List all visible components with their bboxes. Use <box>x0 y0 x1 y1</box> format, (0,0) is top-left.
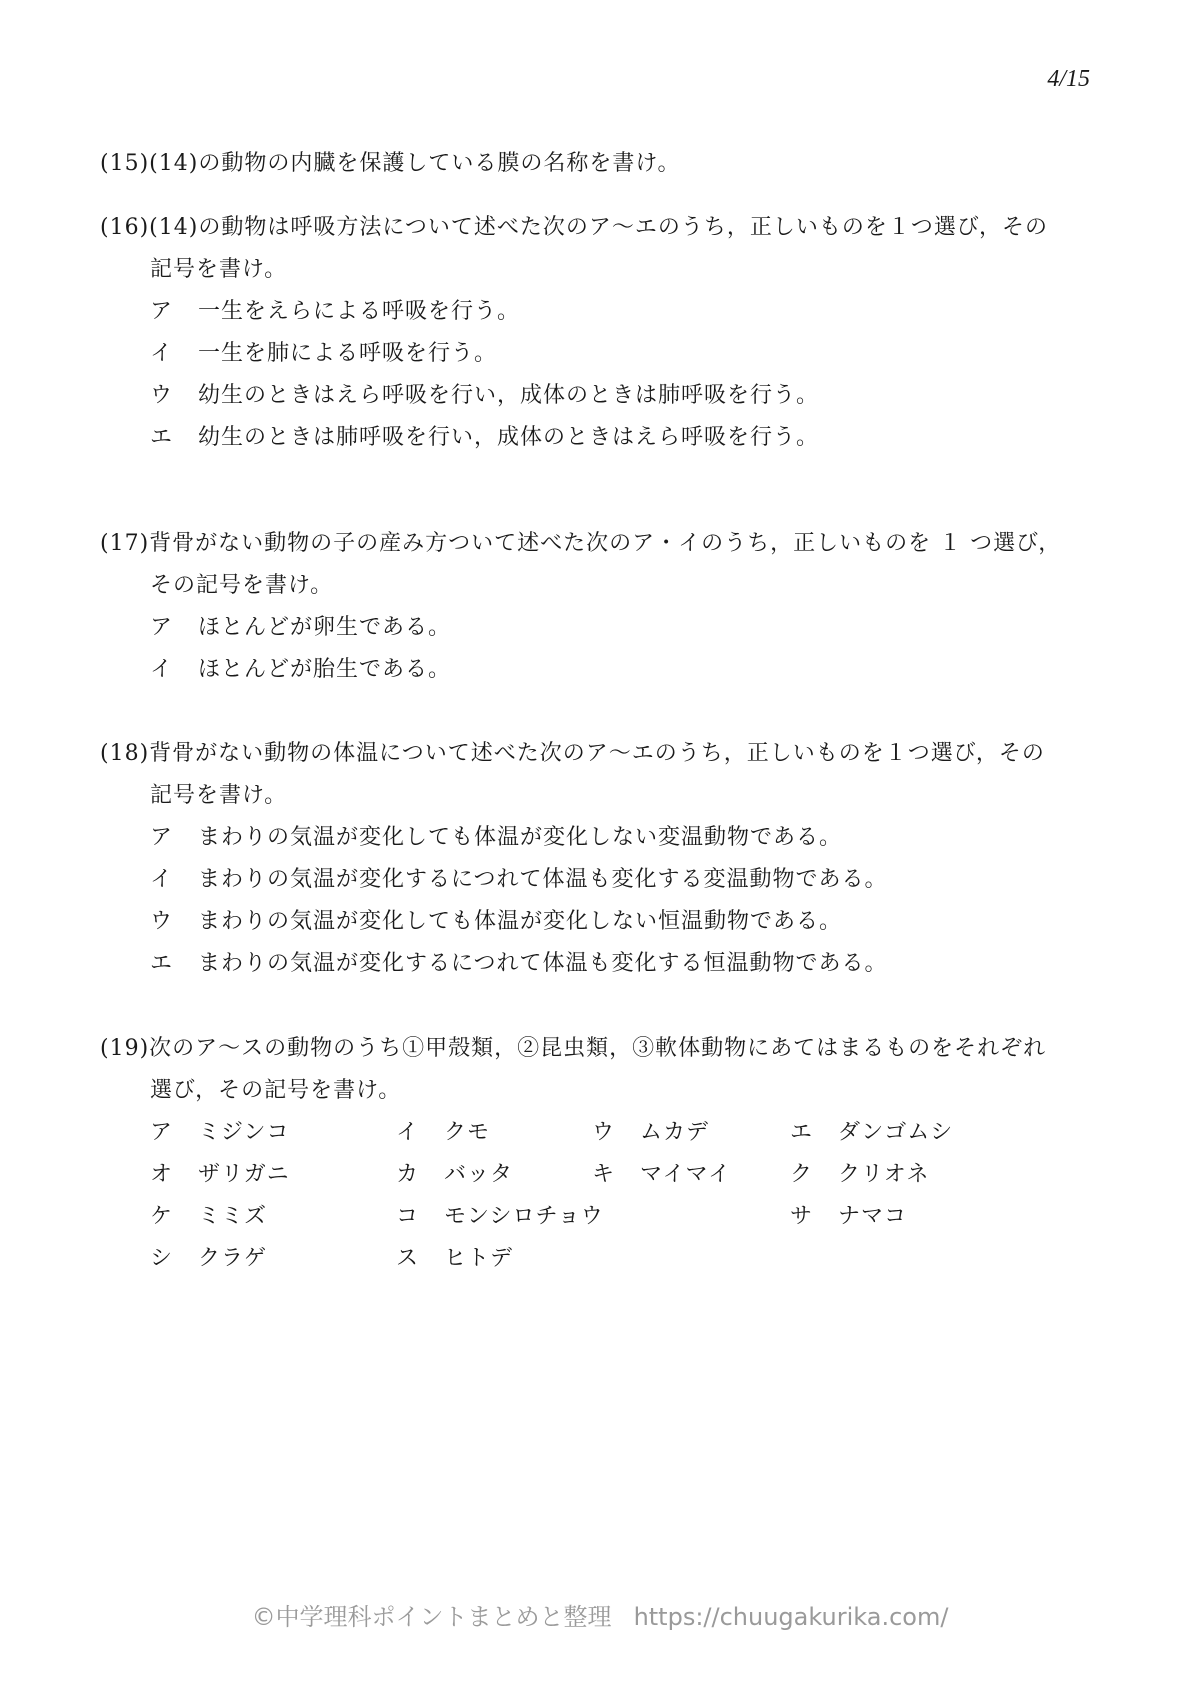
question-number: (17) <box>100 531 150 556</box>
choice-letter: キ <box>592 1162 616 1187</box>
animal-item <box>150 1196 267 1238</box>
choice-letter: ウ <box>592 1120 616 1145</box>
choice-text: まわりの気温が変化しても体温が変化しない恒温動物である。 <box>198 909 843 934</box>
choice-letter: イ <box>150 341 174 366</box>
animal-name: ザリガニ <box>198 1162 290 1187</box>
choice-e <box>100 417 1120 459</box>
choice-letter: シ <box>150 1246 174 1271</box>
choice-text: 一生を肺による呼吸を行う。 <box>198 341 498 366</box>
question-18-line-1 <box>100 733 1120 775</box>
animal-item <box>150 1238 267 1280</box>
animal-item <box>592 1154 731 1196</box>
choice-letter: オ <box>150 1162 174 1187</box>
animal-name: ミミズ <box>198 1204 268 1229</box>
choice-text: 幼生のときはえら呼吸を行い，成体のときは肺呼吸を行う。 <box>198 383 820 408</box>
choice-letter: ア <box>150 1120 174 1145</box>
question-19-line-1 <box>100 1028 1120 1070</box>
choice-letter: ウ <box>150 909 174 934</box>
question-17 <box>100 523 1120 691</box>
choice-i <box>100 859 1120 901</box>
choice-u <box>100 375 1120 417</box>
copyright-text: ©中学理科ポイントまとめと整理 <box>251 1603 612 1631</box>
choice-text: まわりの気温が変化しても体温が変化しない変温動物である。 <box>198 825 843 850</box>
choice-letter: エ <box>790 1120 814 1145</box>
animal-name: ナマコ <box>838 1204 908 1229</box>
animal-item <box>790 1196 907 1238</box>
choice-u <box>100 901 1120 943</box>
animal-name: ミジンコ <box>198 1120 290 1145</box>
animal-item <box>396 1238 513 1280</box>
choice-letter: ケ <box>150 1204 174 1229</box>
animal-name: ムカデ <box>640 1120 710 1145</box>
question-text: (14)の動物の内臓を保護している膜の名称を書け。 <box>149 151 681 176</box>
question-text: 次のア〜スの動物のうち①甲殻類，②昆虫類，③軟体動物にあてはまるものをそれぞれ <box>149 1036 1047 1061</box>
choice-text: ほとんどが卵生である。 <box>198 615 452 640</box>
choice-text: ほとんどが胎生である。 <box>198 657 452 682</box>
question-15 <box>100 143 1120 185</box>
animal-name: ダンゴムシ <box>838 1120 954 1145</box>
animal-item <box>396 1112 490 1154</box>
animal-item <box>150 1112 289 1154</box>
question-19 <box>100 1028 1120 1280</box>
animal-item <box>150 1154 290 1196</box>
choice-letter: ア <box>150 825 174 850</box>
choice-letter: エ <box>150 951 174 976</box>
question-19-line-2: 選び，その記号を書け。 <box>150 1078 402 1103</box>
question-text: 背骨がない動物の体温について述べた次のア〜エのうち，正しいものを１つ選び，その <box>149 741 1045 766</box>
choice-letter: ア <box>150 615 174 640</box>
animal-row <box>100 1112 1120 1154</box>
animal-item <box>396 1196 604 1238</box>
choice-letter: ク <box>790 1162 814 1187</box>
animal-item <box>790 1112 953 1154</box>
animal-row <box>100 1154 1120 1196</box>
animal-name: クリオネ <box>838 1162 930 1187</box>
animal-name: クモ <box>444 1120 491 1145</box>
choice-letter: エ <box>150 425 174 450</box>
animal-row <box>100 1238 1120 1280</box>
choice-letter: ウ <box>150 383 174 408</box>
question-15-line <box>100 143 1120 185</box>
question-17-line-1 <box>100 523 1120 565</box>
question-18-line-2: 記号を書け。 <box>150 783 288 808</box>
animal-item <box>396 1154 513 1196</box>
choice-text: 幼生のときは肺呼吸を行い，成体のときはえら呼吸を行う。 <box>198 425 820 450</box>
animal-name: モンシロチョウ <box>444 1204 604 1229</box>
question-number: (19) <box>100 1036 150 1061</box>
choice-letter: イ <box>150 867 174 892</box>
footer <box>0 1597 1200 1632</box>
question-17-line-2: その記号を書け。 <box>150 573 334 598</box>
choice-letter: コ <box>396 1204 420 1229</box>
choice-letter: イ <box>396 1120 420 1145</box>
site-url[interactable]: https://chuugakurika.com/ <box>633 1603 949 1631</box>
question-16 <box>100 207 1120 459</box>
question-number: (16) <box>100 215 150 240</box>
choice-a <box>100 291 1120 333</box>
choice-letter: イ <box>150 657 174 682</box>
choice-a <box>100 607 1120 649</box>
choice-i <box>100 333 1120 375</box>
question-text: (14)の動物は呼吸方法について述べた次のア〜エのうち，正しいものを１つ選び，その <box>149 215 1049 240</box>
choice-letter: ア <box>150 299 174 324</box>
question-16-line-2: 記号を書け。 <box>150 257 288 282</box>
choice-i <box>100 649 1120 691</box>
question-number: (15) <box>100 151 150 176</box>
question-text: 背骨がない動物の子の産み方ついて述べた次のア・イのうち，正しいものを １ つ選び， <box>149 531 1062 556</box>
animal-name: クラゲ <box>198 1246 268 1271</box>
question-number: (18) <box>100 741 150 766</box>
choice-text: まわりの気温が変化するにつれて体温も変化する恒温動物である。 <box>198 951 888 976</box>
question-16-line-1 <box>100 207 1120 249</box>
choice-letter: サ <box>790 1204 814 1229</box>
choice-letter: カ <box>396 1162 420 1187</box>
animal-name: ヒトデ <box>444 1246 514 1271</box>
question-18 <box>100 733 1120 985</box>
animal-item <box>790 1154 930 1196</box>
choice-text: まわりの気温が変化するにつれて体温も変化する変温動物である。 <box>198 867 888 892</box>
animal-row <box>100 1196 1120 1238</box>
choice-a <box>100 817 1120 859</box>
animal-name: マイマイ <box>640 1162 732 1187</box>
choice-text: 一生をえらによる呼吸を行う。 <box>198 299 521 324</box>
animal-name: バッタ <box>444 1162 514 1187</box>
animal-item <box>592 1112 709 1154</box>
choice-letter: ス <box>396 1246 420 1271</box>
choice-e <box>100 943 1120 985</box>
page-number: 4/15 <box>1047 66 1090 92</box>
